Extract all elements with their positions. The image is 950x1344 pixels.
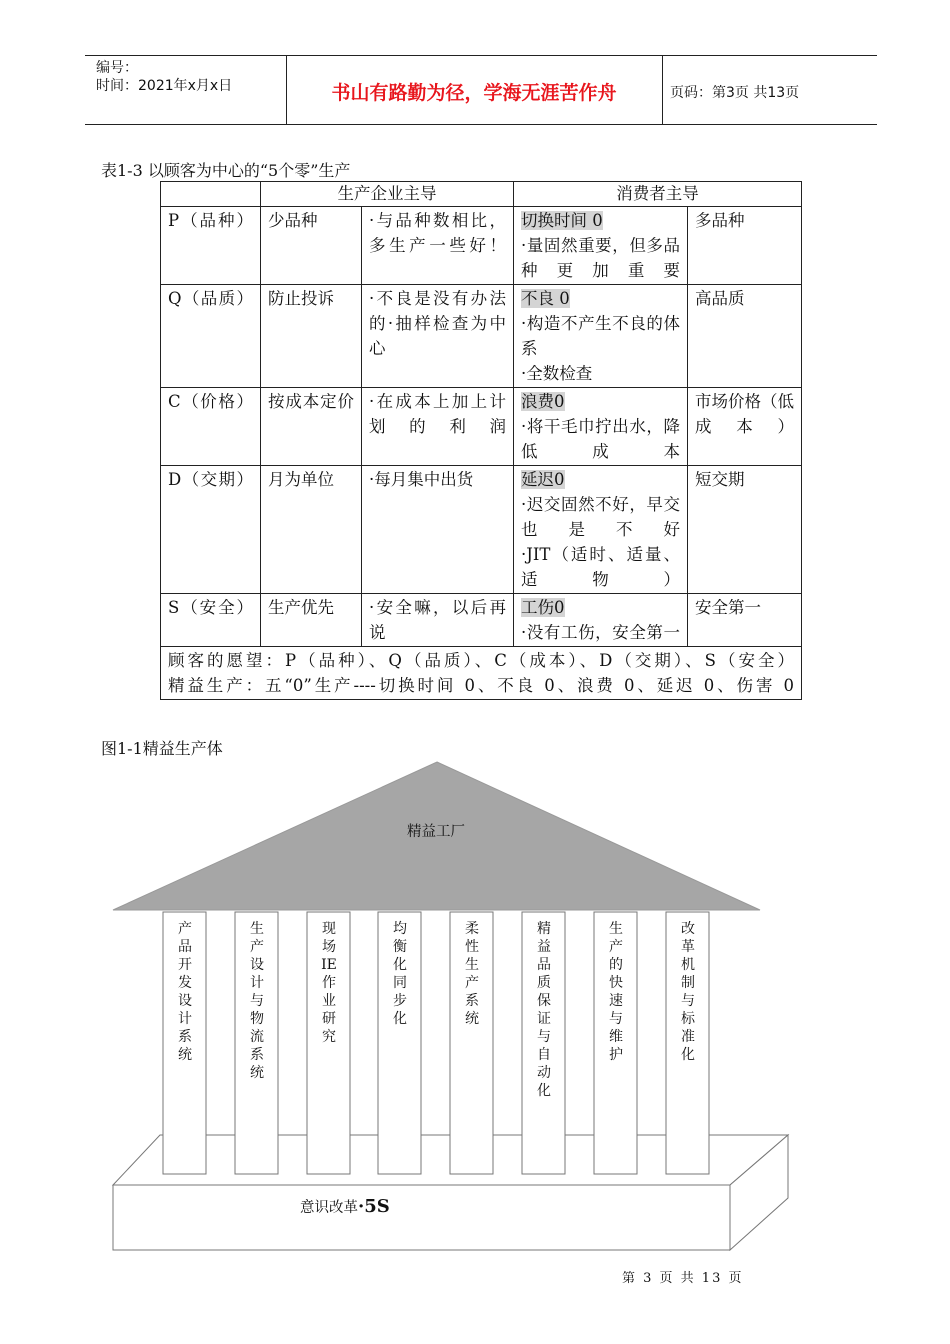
pillar-label: 精 益 品 质 保 证 与 自 动 化 (537, 921, 551, 1099)
consumer-note: ·没有工伤，安全第一 (521, 623, 680, 642)
pillar-label: 改 革 机 制 与 标 准 化 (681, 921, 695, 1063)
consumer-note: ·量固然重要，但多品种更加重要 (521, 236, 680, 280)
base-label-text: 意识改革 (300, 1200, 358, 1216)
pillar-label: 生 产 设 计 与 物 流 系 统 (250, 921, 264, 1081)
zero-target: 延迟0 (521, 470, 565, 489)
summary-wish: 顾客的愿望：P（品种）、Q（品质）、C（成本）、D（交期）、S（安全） (168, 651, 794, 670)
zero-target: 切换时间 0 (521, 211, 603, 230)
pillar-label: 产 品 开 发 设 计 系 统 (178, 921, 192, 1063)
zero-target: 不良 0 (521, 289, 570, 308)
table-caption: 表1-3 以顾客为中心的“5个零”生产 (101, 161, 351, 180)
base-label (300, 1196, 390, 1217)
roof-label: 精益工厂 (407, 824, 465, 840)
summary-lean: 精益生产：五“0”生产----切换时间 0、不良 0、浪费 0、延迟 0、伤害 0 (168, 676, 794, 695)
zero-target: 工伤0 (521, 598, 565, 617)
row-consumer: 高品质 (688, 285, 802, 388)
row-category: Q（品质） (161, 285, 261, 388)
page-footer: 第 3 页 共 13 页 (622, 1271, 744, 1286)
row-category: C（价格） (161, 388, 261, 466)
row-producer-note: ·安全嘛，以后再说 (362, 594, 514, 647)
doc-number-label: 编号： (96, 60, 138, 76)
base-label-5s: ·5S (358, 1196, 390, 1217)
row-category: D（交期） (161, 466, 261, 594)
base-front-face (113, 1185, 730, 1250)
doc-time-label: 时间：2021年x月x日 (96, 78, 233, 94)
zero-target: 浪费0 (521, 392, 565, 411)
pillar-label: 柔 性 生 产 系 统 (465, 921, 479, 1027)
figure-caption: 图1-1精益生产体 (101, 739, 223, 758)
row-consumer: 多品种 (688, 207, 802, 285)
row-producer-note: ·在成本上加上计划的利润 (362, 388, 514, 466)
row-producer: 防止投诉 (261, 285, 362, 388)
consumer-note: ·全数检查 (521, 364, 593, 383)
row-consumer: 短交期 (688, 466, 802, 594)
consumer-note: ·将干毛巾拧出水，降低成本 (521, 417, 680, 461)
row-producer-note: ·不良是没有办法的·抽样检查为中心 (362, 285, 514, 388)
row-producer: 少品种 (261, 207, 362, 285)
pillar-label: 生 产 的 快 速 与 维 护 (609, 921, 623, 1063)
consumer-note: ·构造不产生不良的体系 (521, 314, 680, 358)
row-producer: 月为单位 (261, 466, 362, 594)
consumer-note: ·JIT（适时、适量、适物） (521, 545, 680, 589)
row-producer: 按成本定价 (261, 388, 362, 466)
row-category: P（品种） (161, 207, 261, 285)
row-consumer: 安全第一 (688, 594, 802, 647)
pillar-label: 均 衡 化 同 步 化 (393, 921, 407, 1027)
row-producer: 生产优先 (261, 594, 362, 647)
header-page-info: 页码：第3页 共13页 (670, 85, 800, 101)
row-consumer: 市场价格（低成本） (688, 388, 802, 466)
consumer-note: ·迟交固然不好，早交也是不好 (521, 495, 680, 539)
row-producer-note: ·与品种数相比，多生产一些好！ (362, 207, 514, 285)
row-producer-note: ·每月集中出货 (362, 466, 514, 594)
pillar-label: 现 场 IE 作 业 研 究 (321, 921, 337, 1045)
row-category: S（安全） (161, 594, 261, 647)
header-slogan: 书山有路勤为径，学海无涯苦作舟 (331, 82, 617, 104)
header-consumer: 消费者主导 (514, 182, 802, 207)
header-producer: 生产企业主导 (261, 182, 514, 207)
